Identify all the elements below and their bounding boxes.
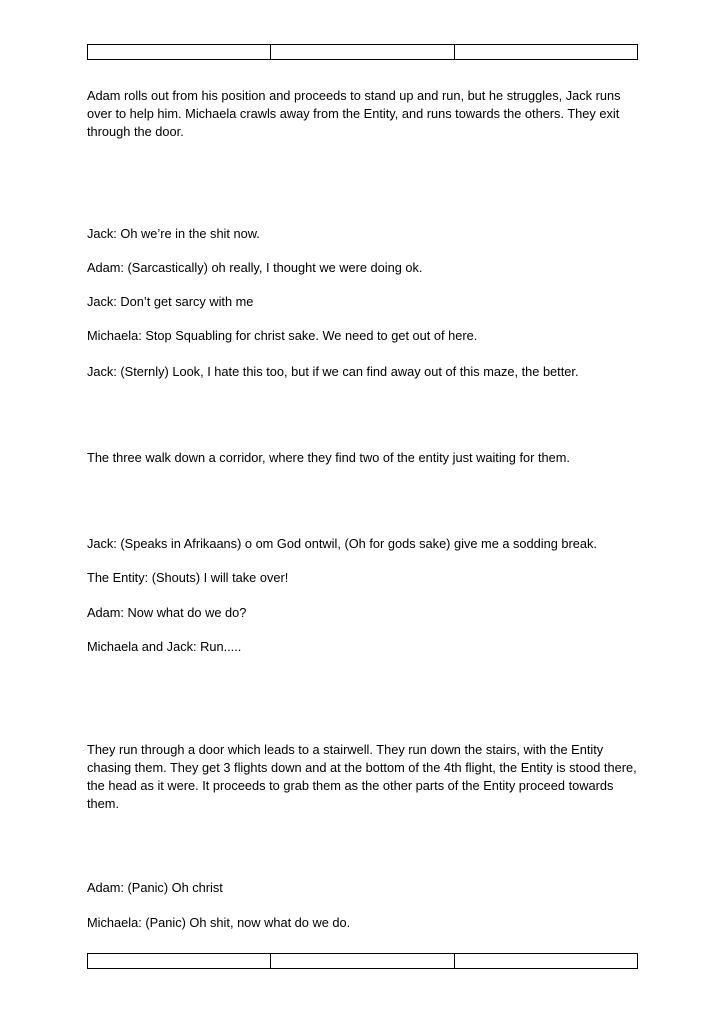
header-cell-2 (271, 45, 454, 60)
footer-table (87, 953, 638, 969)
dialogue-line: Jack: Don’t get sarcy with me (87, 294, 254, 309)
dialogue-line: Jack: (Speaks in Afrikaans) o om God ontwil, (Oh for gods sake) give me a sodding break. (87, 536, 597, 551)
dialogue-line: Adam: (Sarcastically) oh really, I thought we were doing ok. (87, 260, 423, 275)
header-cell-1 (88, 45, 271, 60)
footer-cell-3 (454, 954, 637, 969)
dialogue-line: Jack: (Sternly) Look, I hate this too, but if we can find away out of this maze, the better. (87, 364, 579, 379)
action-paragraph-2: The three walk down a corridor, where they find two of the entity just waiting for them. (87, 450, 570, 465)
action-paragraph-3: They run through a door which leads to a stairwell. They run down the stairs, with the Entity chasing them. They get 3 flights down and at the bottom of the 4th flight, the Entity is stood there, the head as it were. It proceeds to grab them as the other parts of the Entity proceed towards them. (87, 742, 637, 811)
action-paragraph-1: Adam rolls out from his position and proceeds to stand up and run, but he struggles, Jack runs over to help him. Michaela crawls away from the Entity, and runs towards the others. They exit through the door. (87, 88, 621, 139)
footer-cell-2 (271, 954, 454, 969)
header-table (87, 44, 638, 60)
dialogue-line: Jack: Oh we’re in the shit now. (87, 226, 260, 241)
dialogue-line: Adam: Now what do we do? (87, 605, 247, 620)
footer-cell-1 (88, 954, 271, 969)
dialogue-line: Michaela: Stop Squabling for christ sake. We need to get out of here. (87, 328, 478, 343)
dialogue-line: Michaela and Jack: Run..... (87, 639, 242, 654)
dialogue-line: Michaela: (Panic) Oh shit, now what do we do. (87, 915, 351, 930)
dialogue-line: The Entity: (Shouts) I will take over! (87, 570, 289, 585)
dialogue-line: Adam: (Panic) Oh christ (87, 880, 223, 895)
header-cell-3 (454, 45, 637, 60)
